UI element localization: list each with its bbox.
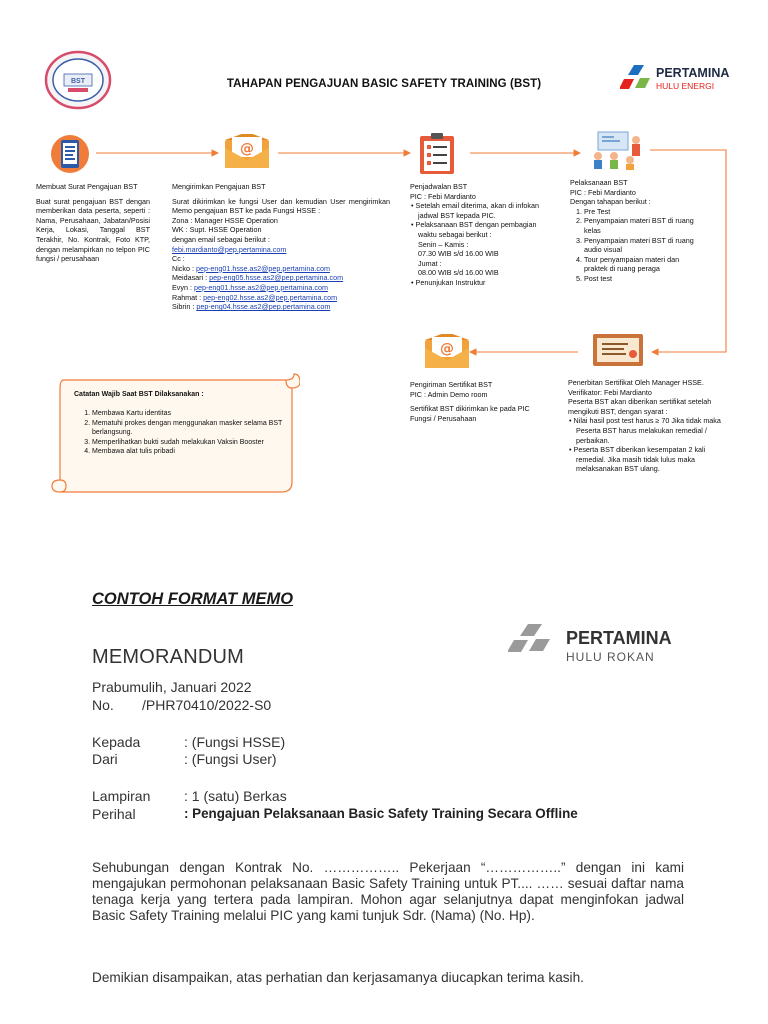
memo-no-label: No. (92, 697, 114, 713)
step-5-title: Penerbitan Sertifikat Oleh Manager HSSE. (568, 378, 704, 387)
step-4-pic: PIC : Febi Mardianto (570, 187, 636, 197)
certificate-icon (592, 332, 644, 368)
step-2-dengan: dengan email sebagai berikut : (172, 234, 270, 244)
svg-text:@: @ (440, 341, 454, 357)
step-1-create-request (36, 182, 150, 264)
memo-dari-label: Dari (92, 751, 118, 767)
step-4-item: 5. Post test (584, 274, 700, 284)
step-4-item: 4. Tour penyampaian materi dan praktek di ruang peraga (584, 255, 700, 274)
cc-email-link[interactable]: pep-eng01.hsse.as2@pep.pertamina.com (195, 263, 330, 273)
memo-body-paragraph: Sehubungan dengan Kontrak No. …………….. Pekerjaan “……………..” dengan ini kami mengajukan permohonan pelaksanaan Basic Safety Training untuk PT.... …… sesuai daftar nama tenaga kerja yang tertera pada lampiran. Mohon agar selanjutnya dapat menginfokan jadwal Basic Safety Training melalui PIC yang kami tunjuk Sdr. (Nama) (No. Hp). (92, 860, 684, 923)
note-item: 2. Mematuhi prokes dengan menggunakan masker selama BST berlangsung. (92, 419, 286, 438)
step-6-body: Sertifikat BST dikirimkan ke pada PIC Fungsi / Perusahaan (410, 404, 530, 423)
email-envelope-icon (224, 134, 270, 170)
memo-perihal-label: Perihal (92, 806, 136, 822)
cc-name: Evyn : (172, 282, 194, 292)
step-2-send-request (172, 182, 390, 312)
step-3-time-1: 07.30 WIB s/d 16.00 WIB (418, 249, 499, 259)
mandatory-notes-scroll (50, 370, 300, 500)
cc-name: Meidasari : (172, 273, 210, 283)
memo-lampiran-label: Lampiran (92, 788, 151, 804)
email-link-main[interactable]: febi.mardianto@pep.pertamina.com (172, 244, 287, 254)
cc-email-link[interactable]: pep-eng05.hsse.as2@pep.pertamina.com (209, 273, 344, 283)
svg-text:BST: BST (71, 78, 85, 85)
step-2-title: Mengirimkan Pengajuan BST (172, 182, 266, 191)
step-2-cc-label: Cc : (172, 254, 185, 264)
step-2-zona: Zona : Manager HSSE Operation (172, 215, 278, 225)
memo-section-heading: CONTOH FORMAT MEMO (92, 590, 294, 608)
memo-closing: Demikian disampaikan, atas perhatian dan kerjasamanya diucapkan terima kasih. (92, 970, 584, 985)
step-4-intro: Dengan tahapan berikut : (570, 197, 651, 207)
cc-row (172, 264, 390, 274)
cc-email-link[interactable]: pep-eng02.hsse.as2@pep.pertamina.com (203, 292, 338, 302)
step-1-title: Membuat Surat Pengajuan BST (36, 182, 138, 191)
memo-title: MEMORANDUM (92, 646, 244, 668)
step-1-body: Buat surat pengajuan BST dengan memberikan data peserta, seperti : Nama, Perusahaan, Jabatan/Posisi Kerja, Lokasi, Tanggal BST Terakhir, No. Kontrak, Foto KTP, dengan melampirkan no telpon PIC fungsi / perusahaan (36, 196, 150, 264)
cc-name: Nicko : (172, 263, 196, 273)
pertamina-logo: PERTAMINA HULU ENERGI (620, 60, 740, 98)
cc-name: Sibrin : (172, 302, 197, 312)
step-3-pic: PIC : Febi Mardianto (410, 191, 476, 201)
step-5-verifier: Verifikator: Febi Mardianto (568, 387, 652, 397)
cc-email-link[interactable]: pep-eng01.hsse.as2@pep.pertamina.com (193, 282, 328, 292)
step-3-bullet: • Setelah email diterima, akan di infokan jadwal BST kepada PIC. (418, 201, 556, 220)
step-3-time-2: 08.00 WIB s/d 16.00 WIB (418, 268, 499, 278)
note-item: 1. Membawa Kartu identitas (92, 409, 286, 418)
document-tablet-icon (50, 134, 90, 174)
step-3-day-2: Jumat : (418, 258, 442, 268)
step-2-wk: WK : Supt. HSSE Operation (172, 225, 262, 235)
step-2-body: Surat dikirimkan ke fungsi User dan kemudian User mengirimkan Memo pengajuan BST ke pada Fungsi HSSE : (172, 196, 390, 216)
note-item: 3. Memperlihatkan bukti sudah melakukan Vaksin Booster (92, 438, 286, 447)
note-item: 4. Membawa alat tulis pribadi (92, 447, 286, 456)
cc-row (172, 273, 390, 283)
memo-no-value: /PHR70410/2022-S0 (142, 697, 272, 713)
step-4-item: 2. Penyampaian materi BST di ruang kelas (584, 216, 700, 235)
cc-email-link[interactable]: pep-eng04.hsse.as2@pep.pertamina.com (196, 302, 331, 312)
notes-title: Catatan Wajib Saat BST Dilaksanakan : (74, 391, 204, 398)
step-3-day-1: Senin – Kamis : (418, 239, 469, 249)
cc-name: Rahmat : (172, 292, 204, 302)
step-4-title: Pelaksanaan BST (570, 178, 628, 187)
memo-lampiran-value: : 1 (satu) Berkas (184, 788, 287, 804)
svg-text:@: @ (240, 141, 254, 157)
step-6-title: Pengiriman Sertifikat BST (410, 380, 493, 389)
step-3-title: Penjadwalan BST (410, 182, 468, 191)
training-class-icon (588, 128, 650, 170)
step-5-bullet: • Peserta BST diberikan kesempatan 2 kali remedial. Jika masih tidak lulus maka melaksanakan BST ulang. (576, 445, 726, 474)
memo-kepada-label: Kepada (92, 734, 141, 750)
step-3-scheduling (410, 182, 556, 288)
cc-row (172, 283, 390, 293)
memo-dari-value: : (Fungsi User) (184, 751, 277, 767)
memo-kepada-value: : (Fungsi HSSE) (184, 734, 286, 750)
pertamina-hulu-rokan-logo: PERTAMINA HULU ROKAN (508, 620, 688, 668)
step-3-bullet: • Pelaksanaan BST dengan pembagian waktu sebagai berikut : (418, 220, 556, 239)
schedule-clipboard-icon (414, 132, 462, 174)
step-4-item: 3. Penyampaian materi BST di ruang audio visual (584, 236, 700, 255)
step-5-certificate-issue (568, 378, 726, 474)
cc-row (172, 302, 390, 312)
step-6-pic: PIC : Admin Demo room (410, 389, 488, 399)
page-title: TAHAPAN PENGAJUAN BASIC SAFETY TRAINING (BST) (226, 78, 542, 90)
step-4-execution (570, 178, 700, 284)
pertamina-memo-logo-icon (508, 622, 560, 656)
cc-row (172, 293, 390, 303)
step-5-bullet: • Nilai hasil post test harus ≥ 70 Jika tidak maka Peserta BST harus melakukan remedial / perbaikan. (576, 416, 726, 445)
step-6-certificate-send (410, 380, 538, 423)
memo-place-date: Prabumulih, Januari 2022 (92, 679, 252, 695)
step-3-bullet: • Penunjukan Instruktur (418, 278, 556, 288)
step-5-intro: Peserta BST akan diberikan sertifikat setelah mengikuti BST, dengan syarat : (568, 397, 712, 416)
step-4-item: 1. Pre Test (584, 207, 700, 217)
memo-perihal-value: : Pengajuan Pelaksanaan Basic Safety Training Secara Offline (184, 806, 578, 821)
send-certificate-email-icon (424, 334, 470, 370)
